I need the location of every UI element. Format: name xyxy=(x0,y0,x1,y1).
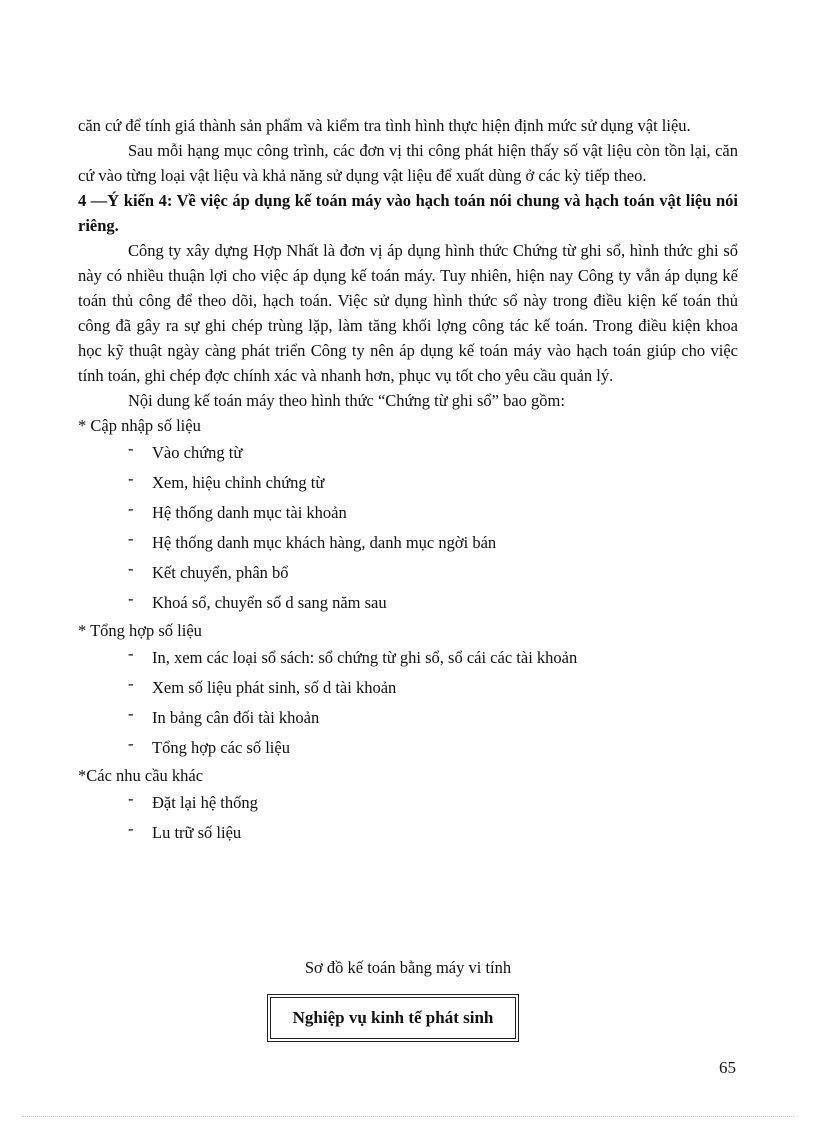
paragraph-leftover-materials: Sau mỗi hạng mục công trình, các đơn vị thi công phát hiện thấy số vật liệu còn tồn lại, căn cứ vào từng loại vật liệu và khả năng sử dụng vật liệu để xuất dùng ở các kỳ tiếp theo. xyxy=(78,141,738,185)
bullet-dash: - xyxy=(128,644,134,663)
bullet-dash: - xyxy=(128,439,134,458)
list-item: - Vào chứng từ xyxy=(78,438,738,468)
list-item: - Xem số liệu phát sinh, số d tài khoản xyxy=(78,673,738,703)
list-item: - Khoá sổ, chuyển số d sang năm sau xyxy=(78,588,738,618)
bullet-dash: - xyxy=(128,819,134,838)
list-item: - Tổng hợp các số liệu xyxy=(78,733,738,763)
diagram-box-economic-transactions: Nghiệp vụ kinh tế phát sinh xyxy=(270,997,516,1039)
bullet-dash: - xyxy=(128,469,134,488)
list-item: - In bảng cân đối tài khoản xyxy=(78,703,738,733)
paragraph-content-intro: Nội dung kế toán máy theo hình thức “Chứng từ ghi sổ” bao gồm: xyxy=(128,391,565,410)
body-text xyxy=(78,113,738,848)
bullet-dash: - xyxy=(128,704,134,723)
list-data-entry xyxy=(78,438,738,618)
paragraph-accounting-software: Công ty xây dựng Hợp Nhất là đơn vị áp dụng hình thức Chứng từ ghi sổ, hình thức ghi sổ này có nhiều thuận lợi cho việc áp dụng kế toán máy. Tuy nhiên, hiện nay Công ty vẫn áp dụng kế toán thủ công để theo dõi, hạch toán. Việc sử dụng hình thức sổ này trong điều kiện kế toán thủ công đã gây ra sự ghi chép trùng lặp, làm tăng khối lợng công tác kế toán. Trong điều kiện khoa học kỹ thuật ngày càng phát triển Công ty nên áp dụng kế toán máy vào hạch toán giúp cho việc tính toán, ghi chép đợc chính xác và nhanh hơn, phục vụ tốt cho yêu cầu quản lý. xyxy=(78,241,738,385)
group-label-other-needs: *Các nhu cầu khác xyxy=(78,766,204,785)
bullet-dash: - xyxy=(128,559,134,578)
group-label-summary: * Tổng hợp số liệu xyxy=(78,621,202,640)
list-item: - Lu trữ số liệu xyxy=(78,818,738,848)
bullet-dash: - xyxy=(128,789,134,808)
section-heading: 4 —Ý kiến 4: Về việc áp dụng kế toán máy vào hạch toán nói chung và hạch toán vật liệu nói riêng. xyxy=(78,191,738,235)
bullet-dash: - xyxy=(128,674,134,693)
bullet-dash: - xyxy=(128,529,134,548)
bullet-dash: - xyxy=(128,734,134,753)
list-item: - Đặt lại hệ thống xyxy=(78,788,738,818)
page-number: 65 xyxy=(719,1058,736,1077)
list-other-needs xyxy=(78,788,738,848)
list-summary xyxy=(78,643,738,763)
footer-divider xyxy=(22,1116,794,1117)
list-item: - Hệ thống danh mục khách hàng, danh mục ngời bán xyxy=(78,528,738,558)
group-label-data-entry: * Cập nhập số liệu xyxy=(78,416,201,435)
list-item: - In, xem các loại sổ sách: sổ chứng từ ghi sổ, sổ cái các tài khoản xyxy=(78,643,738,673)
list-item: - Hệ thống danh mục tài khoản xyxy=(78,498,738,528)
paragraph-continuation: căn cứ để tính giá thành sản phẩm và kiểm tra tình hình thực hiện định mức sử dụng vật liệu. xyxy=(78,116,691,135)
bullet-dash: - xyxy=(128,499,134,518)
diagram-caption: Sơ đồ kế toán bằng máy vi tính xyxy=(304,958,512,977)
list-item: - Xem, hiệu chỉnh chứng từ xyxy=(78,468,738,498)
bullet-dash: - xyxy=(128,589,134,608)
list-item: - Kết chuyển, phân bổ xyxy=(78,558,738,588)
